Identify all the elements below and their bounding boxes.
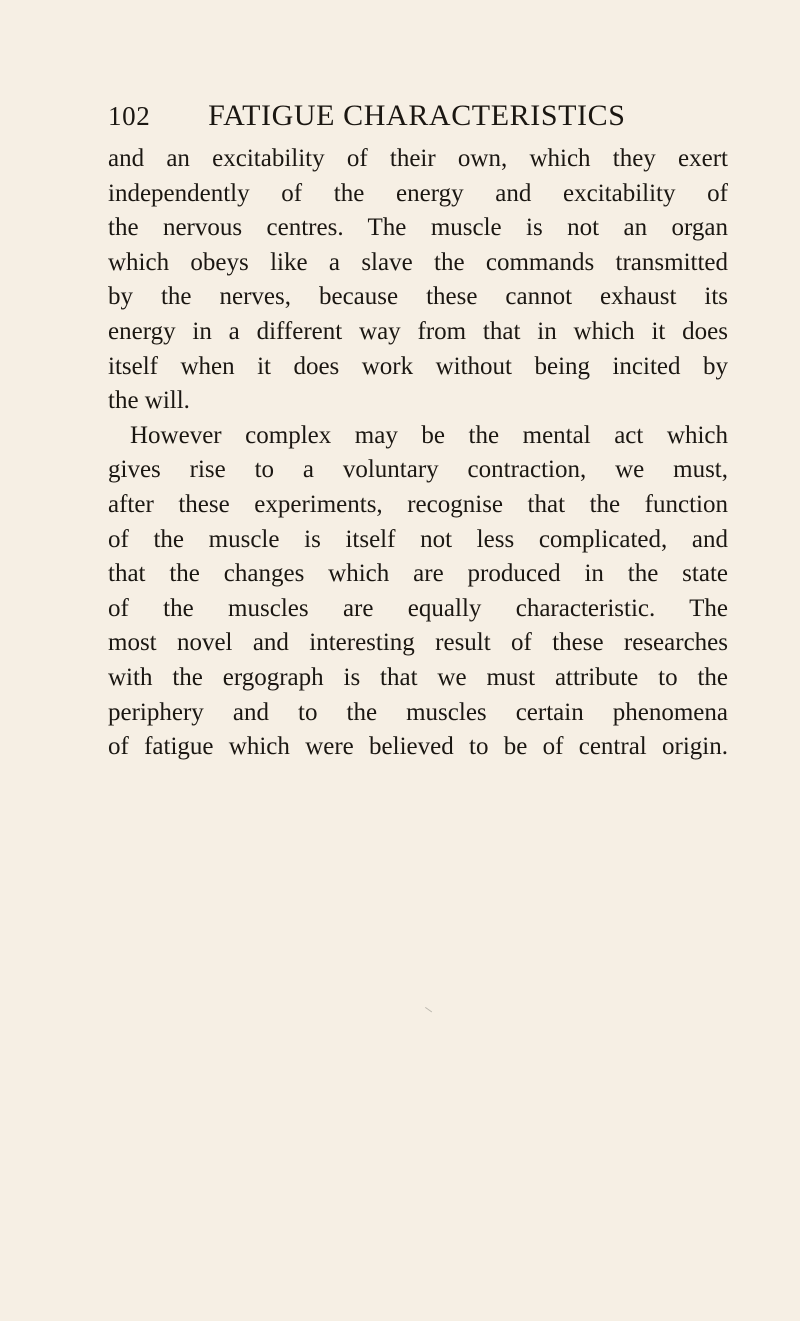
paragraph-start-line: However complex may be the mental act which [130,421,728,449]
text-line: most novel and interesting result of these researches [108,629,728,657]
text-line: itself when it does work without being incited by [108,352,728,380]
text-line: of fatigue which were believed to be of central origin. [108,733,728,761]
body-text [108,142,728,765]
text-line: and an excitability of their own, which they exert [108,145,728,172]
text-line: the nervous centres. The muscle is not an organ [108,214,728,242]
text-line: with the ergograph is that we must attribute to the [108,663,728,691]
text-line: of the muscles are equally characteristic. The [108,594,728,622]
running-header [108,94,628,138]
text-line: by the nerves, because these cannot exhaust its [108,283,728,311]
paper-speck [424,1007,432,1014]
running-title: FATIGUE CHARACTERISTICS [208,99,626,132]
text-line: of the muscle is itself not less complicated, and [108,525,728,553]
text-line: that the changes which are produced in the state [108,560,728,588]
text-line: gives rise to a voluntary contraction, we must, [108,456,728,484]
page-number: 102 [108,101,151,131]
paragraph-end-line: the will. [108,387,190,415]
text-line: independently of the energy and excitability of [108,179,728,207]
text-line: periphery and to the muscles certain phenomena [108,698,728,726]
text-line: after these experiments, recognise that the function [108,490,728,518]
text-line: energy in a different way from that in which it does [108,317,728,345]
text-line: which obeys like a slave the commands transmitted [108,248,728,276]
